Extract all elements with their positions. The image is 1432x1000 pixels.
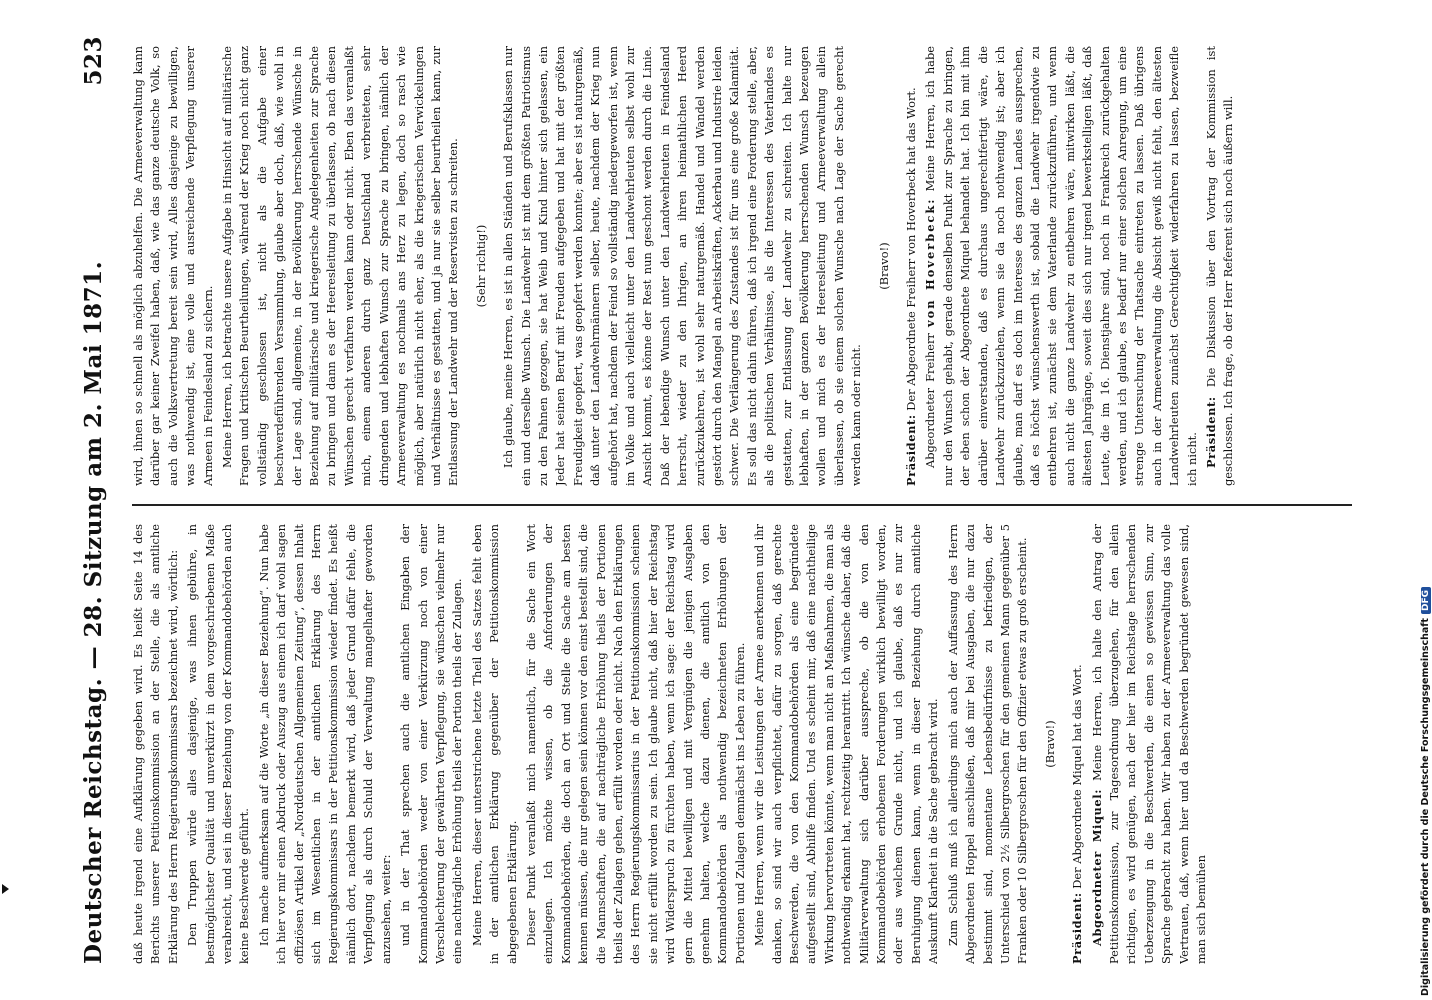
speech [922, 46, 1201, 486]
speaker-label: Präsident: [1203, 396, 1218, 468]
president-remark [1203, 46, 1238, 486]
paragraph: Meine Herren, wenn wir die Leistungen der Armee anerkennen und ihr danken, so sind wir auch verpflichtet, dafür zu sorgen, daß gerechte Beschwerden, die von den Kommandobehörden als eine begründete aufgestellt sind, Abhilfe finden. Und es scheint mir, daß eine nachtheilige Wirkung hervortreten könnte, wenn man nicht an Maßnahmen, die man als nothwendig erkannt hat, rechtzeitig herantritt. Ich wünsche daher, daß die Militärverwaltung sich darüber ausspreche, ob die von den Kommandobehörden erhobenen Forderungen wirklich bewilligt worden, oder aus welchem Grunde nicht, und ich glaube, daß es nur zur Beruhigung dienen kann, wenn in dieser Beziehung durch amtliche Auskunft Klarheit in die Sache gebracht wird. [752, 524, 941, 964]
paragraph: daß heute irgend eine Aufklärung gegeben wird. Es heißt Seite 14 des Berichts unserer Petitionskommission an der Stelle, die als amtliche Erklärung des Herrn Regierungskommissars bezeichnet wird, wörtlich: [131, 524, 180, 964]
speaker-label: Präsident: [1070, 892, 1085, 964]
speaker-label: Präsident: [904, 414, 919, 486]
remark-text: Der Abgeordnete Miquel hat das Wort. [1070, 664, 1085, 893]
left-column [130, 524, 1358, 964]
paragraph: Zum Schluß muß ich allerdings mich auch der Auffassung des Herrn Abgeordneten Hoppel anschließen, daß mir bei Ausgaben, die nur dazu bestimmt sind, momentane Lebensbedürfnisse zu befriedigen, der Unterschied von 2½ Silbergroschen für den gemeinen Mann gegenüber 5 Franken oder 10 Silbergroschen für den Offizier etwas zu groß erscheint. [945, 524, 1030, 964]
speech-text: Meine Herren, ich habe nur den Wunsch gehabt, gerade denselben Punkt zur Sprache zu bringen, der eben schon der Abgeordnete Miquel behandelt hat. Ich bin mit ihm darüber einverstanden, daß es durchaus ungerechtfertigt wäre, die Landwehr zurückzuziehen, wenn sie da noch nothwendig ist; aber ich glaube, man darf es doch im Interesse des ganzen Landes aussprechen, daß es höchst wünschenswerth ist, sobald die Landwehr irgendwie zu entbehren ist, zunächst sie dem Vaterlande zurückzuführen, und wenn auch nicht die ganze Landwehr zu entbehren wäre, mitwirken läßt, die ältesten Jahrgänge, soweit dies sich nur irgend bewerkstelligen läßt, daß Leute, die im 16. Dienstjahre sind, noch in Frankreich zurückgehalten werden, und ich glaube, es bedarf nur einer solchen Anregung, um eine strenge Untersuchung der Thatsache eintreten zu lassen. Daß übrigens auch in der Armeeverwaltung die Absicht gewiß nicht fehlt, den ältesten Landwehrleuten zunächst Gerechtigkeit widerfahren zu lassen, bezweifle ich nicht. [923, 46, 1199, 486]
president-remark [903, 46, 920, 486]
applause-note: (Bravo!) [1042, 720, 1057, 768]
speaker-label: Abgeordneter Miquel: [1089, 788, 1104, 946]
dfg-logo: DFG [1421, 587, 1431, 614]
paragraph: Ich glaube, meine Herren, es ist in allen Ständen und Berufsklassen nur ein und derselbe Wunsch. Die Landwehr ist mit dem größten Patriotismus zu den Fahnen gezogen, sie hat Weib und Kind hinter sich gelassen, ein Jeder hat seinen Beruf mit Freuden aufgegeben und hat mit der größten Freudigkeit geopfert, was geopfert werden konnte; aber es ist naturgemäß, daß unter den Landwehrmännern selber, heute, nachdem der Krieg nun aufgehört hat, nachdem der Feind so vollständig niedergeworfen ist, wenn im Volke und auch vielleicht unter den Landwehrleuten selbst wohl zur Ansicht kommt, es könne der Rest nun geschont werden durch die Linie. Daß der lebendige Wunsch unter den Landwehrleuten in Feindesland herrscht, wieder zu den Ihrigen, an ihren heimathlichen Heerd zurückzukehren, ist wohl sehr naturgemäß. Handel und Wandel werden gestört durch den Mangel an Arbeitskräften, Ackerbau und Industrie leiden schwer. Die Verlängerung des Zustandes ist für uns eine große Kalamität. Es soll das nicht dahin führen, daß ich irgend eine Forderung stelle, aber, als die politischen Verhältnisse, als die Interessen des Vaterlandes es gestatten, zur Entlassung der Landwehr zu schreiten. Ich halte nur lebhaften, in der ganzen Bevölkerung herrschenden Wunsch bezeugen wollen und mich es der Heeresleitung und Armeeverwaltung allein überlassen, ob sie einem solchen Wunsche nach Lage der Sache gerecht werden kann oder nicht. [501, 46, 864, 486]
rotated-page-content [66, 30, 1366, 970]
quotation: und in der That sprechen auch die amtlichen Eingaben der Kommandobehörden weder von einer Verkürzung noch von einer Verschlechterung der gewährten Verpflegung, sie wünschen vielmehr nur eine nachträgliche Erhöhung theils der Portion theils der Zulagen. [398, 524, 465, 964]
digitization-sidebar [1418, 6, 1430, 996]
remark-text: Die Diskussion über den Vortrag der Kommission ist geschlossen. Ich frage, ob der Herr Referent sich noch äußern will. [1203, 46, 1236, 486]
paragraph: Dieser Punkt veranlaßt mich namentlich, für die Sache ein Wort einzulegen. Ich möchte wissen, ob die Anforderungen der Kommandobehörden, die doch an Ort und Stelle die Sache am besten kennen müssen, die nur gelegen sein können vor den einst bestellt sind, die die Mannschaften, die auf nachträgliche Erhöhung theils der Portionen theils der Zulagen gehen, erfüllt worden oder nicht. Nach den Erklärungen des Herrn Regierungskommissarius in der Petitionskommission scheinen sie nicht erfüllt worden zu sein. Ich glaube nicht, daß hier der Reichstag wird Widerspruch zu fürchten haben, wenn ich sage: der Reichstag wird gern die Mittel bewilligen und mit Vergnügen die jenigen Ausgaben genehm halten, welche dazu dienen, die amtlich von den Kommandobehörden als nothwendig bezeichneten Erhöhungen der Portionen und Zulagen demnächst ins Leben zu führen. [523, 524, 747, 964]
paragraph: wird, ihnen so schnell als möglich abzuhelfen. Die Armeeverwaltung kann darüber gar keiner Zweifel haben, daß, wie das ganze deutsche Volk, so auch die Volksvertretung bereit sein wird, Alles dasjenige zu bewilligen, was nothwendig ist, eine volle und ausreichende Verpflegung unserer Armeen in Feindesland zu sichern. [131, 46, 215, 486]
paragraph: Ich mache aufmerksam auf die Worte „in dieser Beziehung“. Nun habe ich hier vor mir einen Abdruck oder Auszug aus einem ich darf wohl sagen offiziösen Artikel der „Norddeutschen Allgemeinen Zeitung“, dessen Inhalt sich im Wesentlichen in der amtlichen Erklärung des Herrn Regierungskommissars in der Petitionskommission wieder findet. Es heißt nämlich dort, nachdem bemerkt wird, daß jeder Grund dafür fehle, die Verpflegung als durch Schuld der Verwaltung mangelhafter geworden anzusehen, weiter: [256, 524, 393, 964]
running-title: Deutscher Reichstag. — 28. Sitzung am 2. Mai 1871. [80, 260, 107, 964]
page-number: 523 [80, 36, 107, 86]
speaker-name: von Hoverbeck: [923, 197, 938, 327]
quotation: Den Truppen würde alles dasjenige, was ihnen gebühre, in bestmöglichster Qualität und unverkürzt in dem vorgeschriebenen Maße verabreicht, und sei in dieser Beziehung von der Kommandobehörden auch keine Beschwerde geführt. [185, 524, 252, 964]
page-header [66, 36, 120, 964]
speaker-prefix: Abgeordneter Freiherr [923, 327, 938, 468]
margin-arrow-mark [2, 884, 9, 894]
speech-text: Meine Herren, ich halte den Antrag der Petitionskommission, zur Tagesordnung überzugehen, für den allein richtigen, es wird genügen, nach der hier im Reichstage herrschenden Ueberzeugung in die Beschwerden, die einen so gewissen Sinn, zur Sprache gebracht zu haben. Wir haben zu der Armeeverwaltung das volle Vertrauen, daß, wenn hier und da Beschwerden begründet gewesen sind, man sich bemühen [1089, 524, 1208, 964]
paragraph: Meine Herren, dieser unterstrichene letzte Theil des Satzes fehlt eben in der amtlichen Erklärung gegenüber der Petitionskommission abgegebenen Erklärung. [469, 524, 519, 964]
speech [1089, 524, 1211, 964]
applause-note: (Sehr richtig!) [473, 224, 488, 308]
remark-text: Der Abgeordnete Freiherr von Hoverbeck hat das Wort. [904, 87, 919, 415]
column-divider [132, 504, 1352, 506]
right-column [130, 46, 1358, 486]
paragraph: Meine Herren, ich betrachte unsere Aufgabe in Hinsicht auf militärische Fragen und kritischen Beurtheilungen, während der Krieg noch nicht ganz vollständig geschlossen ist, nicht als die Aufgabe einer beschwerdeführenden Versammlung, glaube aber doch, daß, wie wohl in der Lage sind, allgemeine, in der Bevölkerung herrschende Wünsche in Beziehung auf militärische und kriegerische Angelegenheiten zur Sprache zu bringen und dann es der Heeresleitung zu überlassen, ob nach diesen Wünschen gerecht verfahren werden kann oder nicht. Eben das veranlaßt mich, einem anderen durch ganz Deutschland verbreiteten, sehr dringenden und lebhaften Wunsch zur Sprache zu bringen, nämlich der Armeeverwaltung es nochmals ans Herz zu legen, doch so rasch wie möglich, aber natürlich nicht eher, als die kriegerischen Verwickelungen und Verhältnisse es gestatten, und ja nur sie selber beurtheilen kann, zur Entlassung der Landwehr und der Reservisten zu schreiten. [220, 46, 461, 486]
digitization-notice [1420, 587, 1431, 996]
notice-text: Digitalisierung gefördert durch die Deutsche Forschungsgemeinschaft [1420, 618, 1431, 996]
applause-note: (Bravo!) [876, 242, 891, 290]
president-remark [1069, 524, 1086, 964]
